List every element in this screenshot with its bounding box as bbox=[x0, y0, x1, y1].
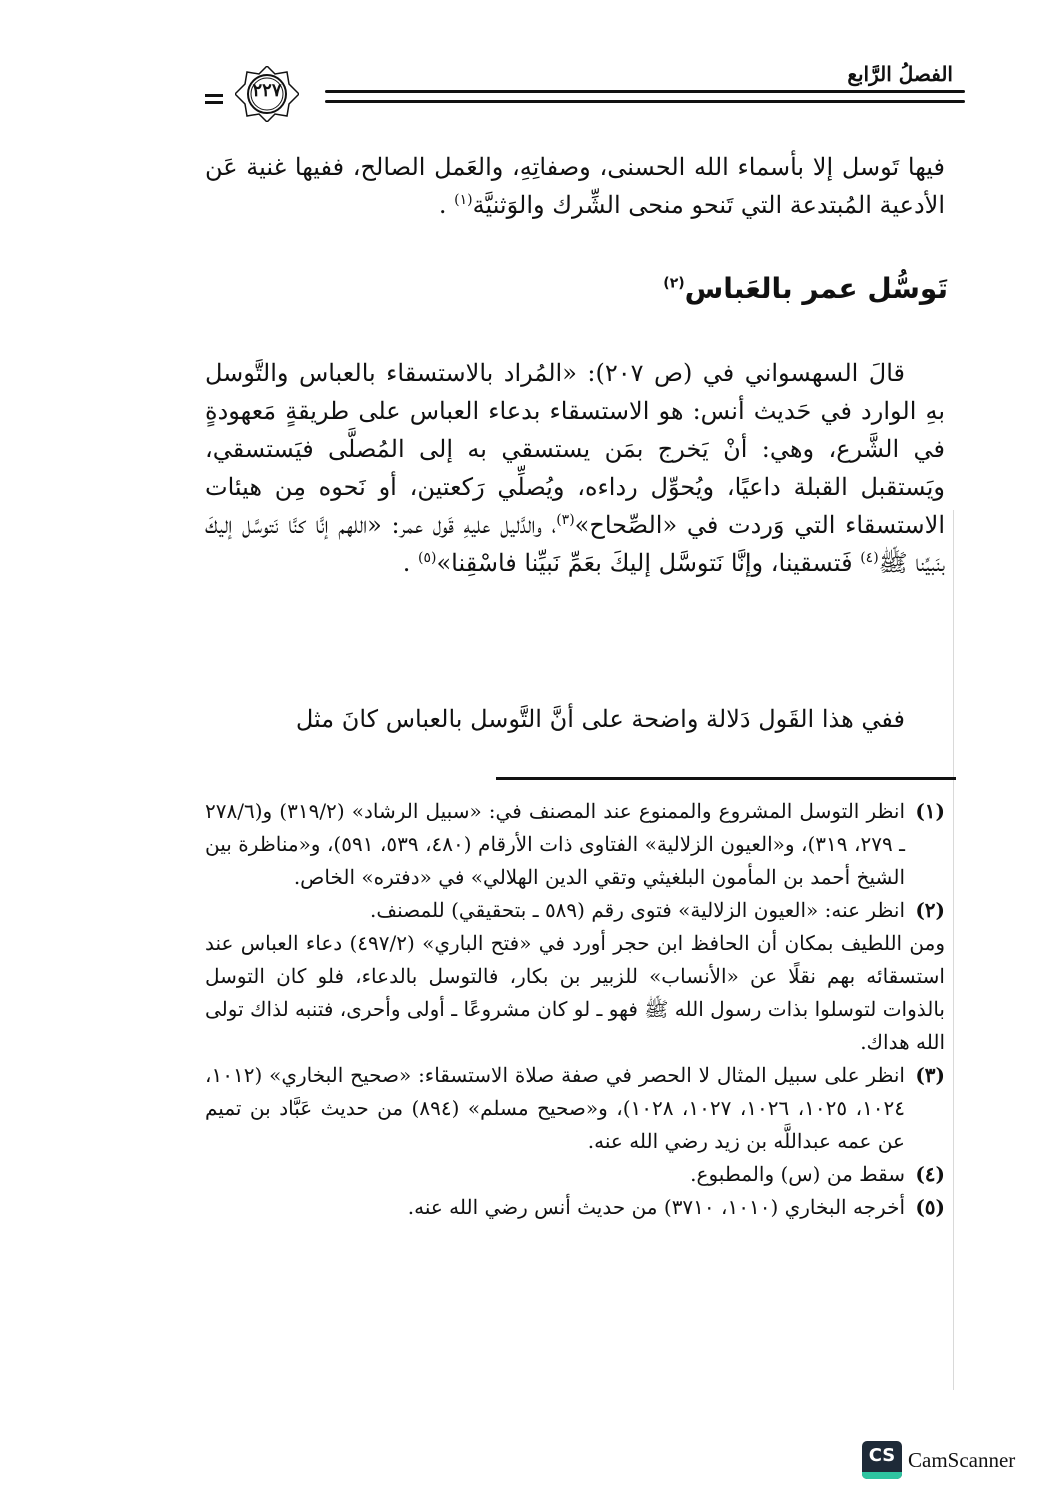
footnotes bbox=[205, 795, 945, 1224]
footnote-text: انظر عنه: «العيون الزلالية» فتوى رقم (٥٨٩ ـ بتحقيقي) للمصنف. bbox=[370, 898, 905, 922]
camscanner-logo-icon bbox=[862, 1441, 902, 1479]
page-number: ٢٢٧ bbox=[252, 80, 282, 101]
footnote-3 bbox=[205, 1059, 945, 1158]
footnote-text: انظر التوسل المشروع والممنوع عند المصنف في: «سبيل الرشاد» (٣١٩/٢) و(٢٧٨/٦ ـ ٢٧٩، ٣١٩)، و«العيون الزلالية» الفتاوى ذات الأرقام (٤٨٠، ٥٣٩، ٥٩١)، و«مناظرة بين الشيخ أحمد بن المأمون البلغيثي وتقي الدين الهلالي» في «دفتره» الخاص. bbox=[205, 799, 906, 889]
page-edge-line bbox=[953, 510, 954, 1390]
footnote-ref-2[interactable]: (٢) bbox=[663, 275, 685, 292]
footnote-5 bbox=[205, 1191, 945, 1224]
footnote-separator bbox=[496, 777, 956, 780]
footnote-4 bbox=[205, 1158, 945, 1191]
footnote-text: ومن اللطيف بمكان أن الحافظ ابن حجر أورد في «فتح الباري» (٤٩٧/٢) دعاء العباس عند استسقائه بهم نقلًا عن «الأنساب» للزبير بن بكار، فالتوسل بالدعاء، فلو كان التوسل بالذوات لتوسلوا بذات رسول الله ﷺ فهو ـ لو كان مشروعًا ـ أولى وأحرى، فتنبه لذاك تولى الله هداك. bbox=[205, 931, 945, 1054]
paragraph-2-part1: قالَ السهسواني في (ص ٢٠٧): «المُراد بالاستسقاء بالعباس والتَّوسل بهِ الوارد في حَديث أنس: هو الاستسقاء بدعاء العباس على طريقةٍ مَعهودةٍ في الشَّرع، وهي: أنْ يَخرج بمَن يستسقي به إلى المُصلَّى فيَستسقي، ويَستقبل القبلة داعيًا، ويُحوِّل رداءه، ويُصلِّي رَكعتين، أو نَحوه مِن هيئات الاستسقاء التي وَردت في «الصِّحاح» bbox=[205, 359, 946, 539]
footnote-number: (٢) bbox=[915, 898, 945, 922]
logo-text: CS bbox=[868, 1445, 896, 1466]
paragraph-2-end: . bbox=[402, 549, 418, 577]
paragraph-2 bbox=[205, 354, 945, 582]
footnote-number: (٥) bbox=[915, 1195, 945, 1219]
footnote-text: انظر على سبيل المثال لا الحصر في صفة صلاة الاستسقاء: «صحيح البخاري» (١٠١٢، ١٠٢٤، ١٠٢٥، ١٠٢٦، ١٠٢٧، ١٠٢٨)، و«صحيح مسلم» (٨٩٤) من حديث عَبَّاد بن تميم عن عمه عبداللَّه بن زيد رضي الله عنه. bbox=[205, 1063, 906, 1153]
paragraph-1 bbox=[205, 148, 945, 224]
footnote-number: (٣) bbox=[915, 1063, 945, 1087]
page-header bbox=[205, 60, 965, 130]
camscanner-brand: CamScanner bbox=[908, 1448, 1016, 1472]
paragraph-1-text: فيها تَوسل إلا بأسماء الله الحسنى، وصفاتِهِ، والعَمل الصالح، ففيها غنية عَن الأدعية المُبتدعة التي تَنحو منحى الشِّرك والوَثنيَّة bbox=[205, 153, 945, 219]
footnote-number: (٤) bbox=[915, 1162, 945, 1186]
footnote-2-continuation bbox=[205, 927, 945, 1059]
section-heading-text: تَوسُّل عمر بالعَباس bbox=[684, 272, 948, 305]
paragraph-1-end: . bbox=[438, 191, 455, 219]
paragraph-3: ففي هذا القَول دَلالة واضحة على أنَّ التَّوسل بالعباس كانَ مثل bbox=[295, 705, 905, 733]
footnote-ref-4[interactable]: (٤) bbox=[860, 550, 879, 566]
footnote-ref-1[interactable]: (١) bbox=[454, 192, 473, 208]
header-rule-top bbox=[325, 90, 965, 93]
page-number-badge bbox=[235, 66, 299, 118]
paragraph-2-part3: فَتسقينا، وإنَّا نَتوسَّل إليكَ بعَمِّ نَبيِّنا فاسْقِنا» bbox=[436, 549, 861, 577]
footnote-text: أخرجه البخاري (١٠١٠، ٣٧١٠) من حديث أنس رضي الله عنه. bbox=[407, 1195, 905, 1219]
footnote-2 bbox=[205, 894, 945, 927]
footnote-1 bbox=[205, 795, 945, 894]
footnote-number: (١) bbox=[915, 799, 945, 823]
equals-mark-icon bbox=[205, 94, 223, 108]
header-rule-bottom bbox=[325, 100, 965, 103]
paragraph-2-part2: ، والدَّليل عليهِ قَول عمر: «اللهم إنَّا كنَّا نَتوسَّل إليكَ بنَبيِّنا ﷺ bbox=[205, 511, 945, 577]
chapter-title: الفصلُ الرَّابع bbox=[847, 62, 953, 86]
footnote-ref-3[interactable]: (٣) bbox=[556, 512, 575, 528]
footnote-text: سقط من (س) والمطبوع. bbox=[690, 1162, 905, 1186]
footnote-ref-5[interactable]: (٥) bbox=[417, 550, 437, 566]
section-heading bbox=[663, 272, 948, 305]
